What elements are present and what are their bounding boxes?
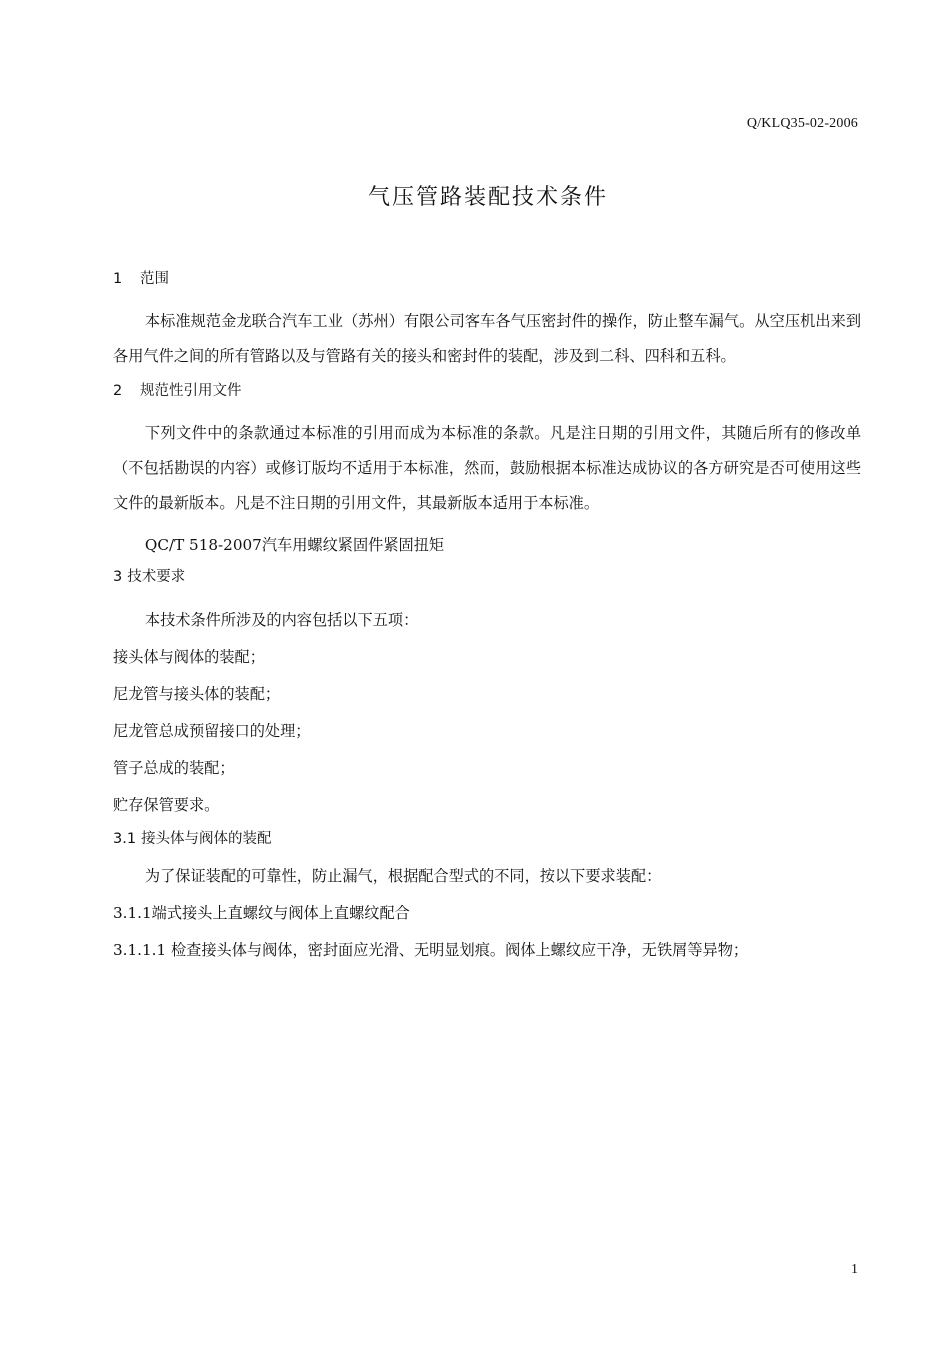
assembly-intro: 为了保证装配的可靠性，防止漏气，根据配合型式的不同，按以下要求装配： — [144, 867, 662, 885]
requirement-item: 尼龙管总成预留接口的处理； — [113, 722, 311, 740]
references-paragraph: 下列文件中的条款通过本标准的引用而成为本标准的条款。凡是注日期的引用文件，其随后所有的修改单（不包括勘误的内容）或修订版均不适用于本标准，然而，鼓励根据本标准达成协议的各方研究是否可使用这些文件的最新版本。凡是不注日期的引用文件，其最新版本适用于本标准。 — [113, 424, 861, 512]
section-heading-joint-valve-assembly — [113, 828, 861, 850]
requirement-item: 贮存保管要求。 — [113, 796, 220, 814]
requirement-item: 管子总成的装配； — [113, 759, 235, 777]
requirement-item: 尼龙管与接头体的装配； — [113, 685, 281, 703]
document-title: 气压管路装配技术条件 — [367, 185, 608, 210]
scope-paragraph: 本标准规范金龙联合汽车工业（苏州）有限公司客车各气压密封件的操作，防止整车漏气。从空压机出来到各用气件之间的所有管路以及与管路有关的接头和密封件的装配，涉及到二科、四科和五科。 — [113, 312, 861, 365]
section-number: 3 — [113, 569, 123, 585]
section-label: 范围 — [140, 271, 169, 287]
section-heading-references — [113, 380, 861, 402]
section-label: 接头体与阀体的装配 — [141, 831, 272, 847]
section-heading-requirements — [113, 566, 861, 588]
section-label: 技术要求 — [127, 569, 186, 585]
subsection-3-1-1-1: 3.1.1.1 检查接头体与阀体，密封面应光滑、无明显划痕。阀体上螺纹应干净，无铁屑等异物； — [113, 941, 749, 959]
subsection-3-1-1: 3.1.1端式接头上直螺纹与阀体上直螺纹配合 — [113, 904, 410, 922]
section-label: 规范性引用文件 — [140, 383, 242, 399]
section-number: 1 — [113, 271, 123, 287]
document-code: Q/KLQ35-02-2006 — [746, 116, 858, 131]
requirement-item: 接头体与阀体的装配； — [113, 648, 265, 666]
reference-standard: QC/T 518-2007汽车用螺纹紧固件紧固扭矩 — [144, 536, 445, 554]
requirements-intro: 本技术条件所涉及的内容包括以下五项： — [144, 611, 419, 629]
section-number: 2 — [113, 383, 123, 399]
document-body — [113, 268, 861, 969]
section-heading-scope — [113, 268, 861, 290]
page-number: 1 — [851, 1262, 858, 1277]
section-number: 3.1 — [113, 831, 137, 847]
